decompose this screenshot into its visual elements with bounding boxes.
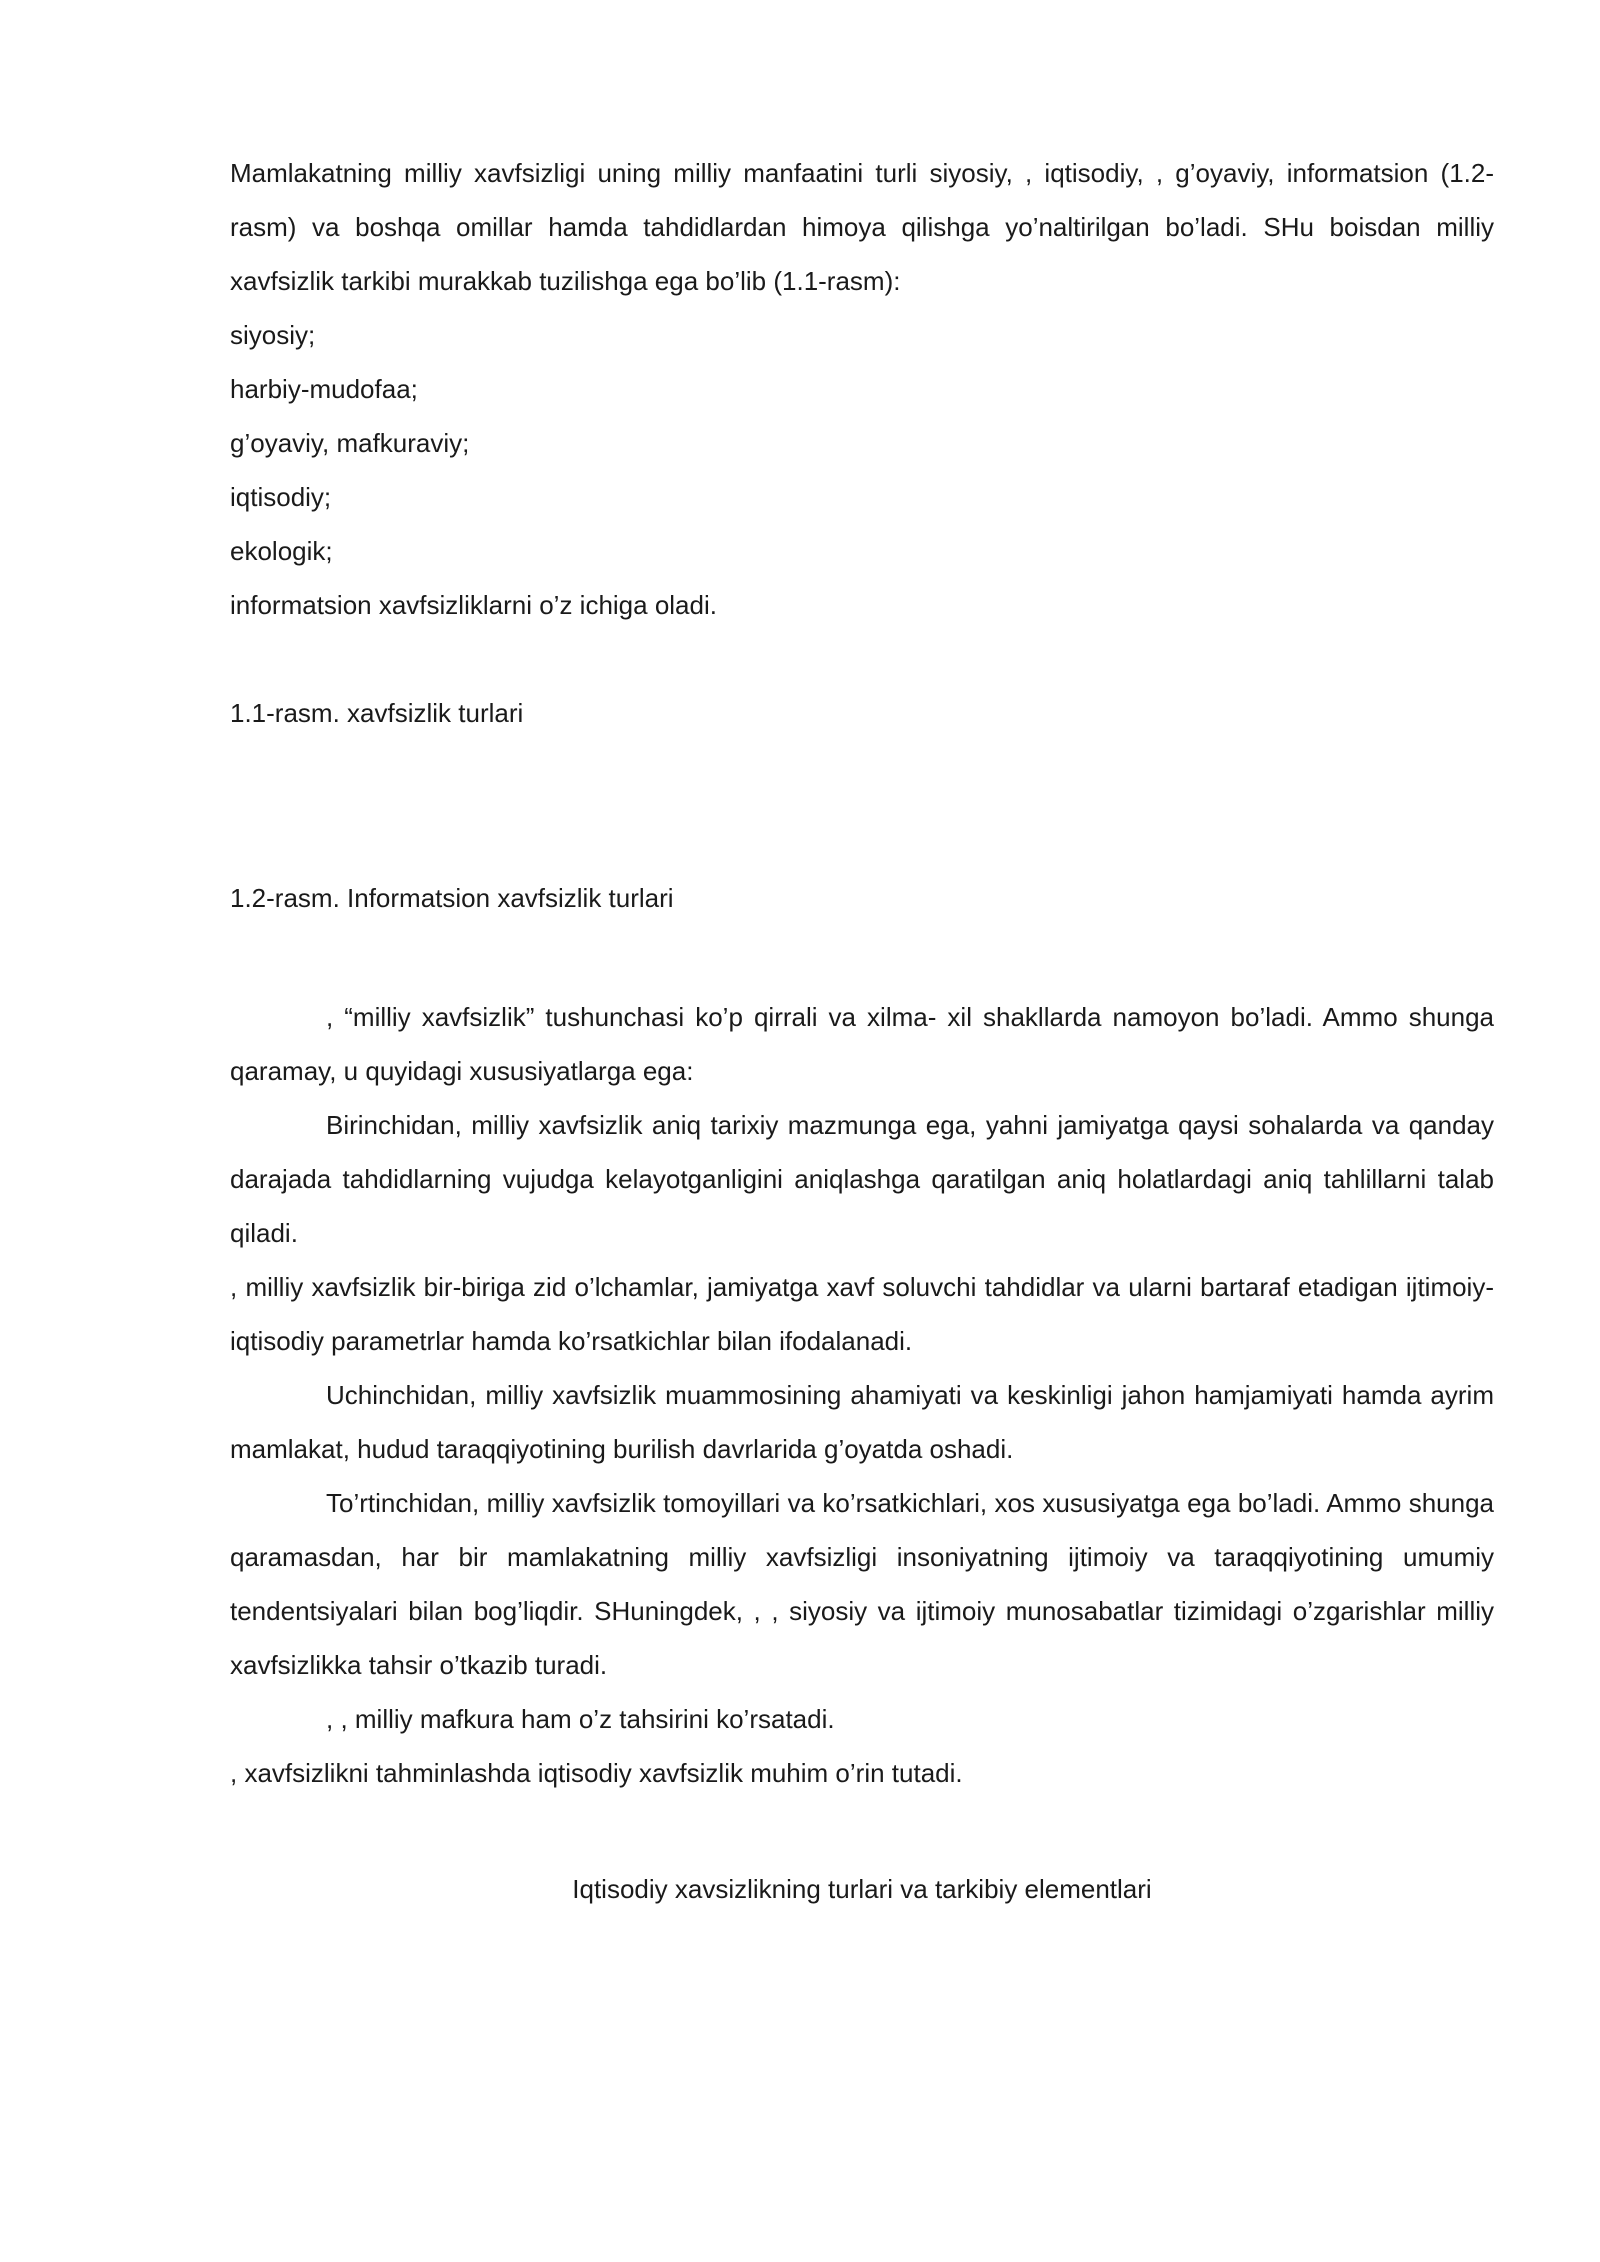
- figure-caption-2: 1.2-rasm. Informatsion xavfsizlik turlari: [230, 883, 674, 913]
- list-item: harbiy-mudofaa;: [230, 374, 418, 404]
- list-item: informatsion xavfsizliklarni o’z ichiga oladi.: [230, 590, 717, 620]
- section-heading: Iqtisodiy xavsizlikning turlari va tarkibiy elementlari: [572, 1874, 1152, 1904]
- figure-caption-1: 1.1-rasm. xavfsizlik turlari: [230, 698, 524, 728]
- paragraph: , , milliy mafkura ham o’z tahsirini ko’rsatadi.: [326, 1704, 835, 1734]
- paragraph: , milliy xavfsizlik bir-biriga zid o’lchamlar, jamiyatga xavf soluvchi tahdidlar va ularni bartaraf etadigan ijtimoiy-iqtisodiy parametrlar hamda ko’rsatkichlar bilan ifodalanadi.: [230, 1272, 1494, 1356]
- paragraph: , “milliy xavfsizlik” tushunchasi ko’p qirrali va xilma- xil shakllarda namoyon bo’ladi. Ammo shunga qaramay, u quyidagi xususiyatlarga ega:: [230, 1002, 1494, 1086]
- list-item: iqtisodiy;: [230, 482, 332, 512]
- intro-paragraph: Mamlakatning milliy xavfsizligi uning milliy manfaatini turli siyosiy, , iqtisodiy, , g’oyaviy, informatsion (1.2-rasm) va boshqa omillar hamda tahdidlardan himoya qilishga yo’naltirilgan bo’ladi. SHu boisdan milliy xavfsizlik tarkibi murakkab tuzilishga ega bo’lib (1.1-rasm):: [230, 158, 1494, 296]
- paragraph: Birinchidan, milliy xavfsizlik aniq tarixiy mazmunga ega, yahni jamiyatga qaysi sohalarda va qanday darajada tahdidlarning vujudga kelayotganligini aniqlashga qaratilgan aniq holatlardagi aniq tahlillarni talab qiladi.: [230, 1110, 1494, 1248]
- list-item: siyosiy;: [230, 320, 316, 350]
- list-item: g’oyaviy, mafkuraviy;: [230, 428, 470, 458]
- list-item: ekologik;: [230, 536, 333, 566]
- document-page: [230, 146, 1494, 1916]
- paragraph: , xavfsizlikni tahminlashda iqtisodiy xavfsizlik muhim o’rin tutadi.: [230, 1758, 963, 1788]
- paragraph: Uchinchidan, milliy xavfsizlik muammosining ahamiyati va keskinligi jahon hamjamiyati hamda ayrim mamlakat, hudud taraqqiyotining burilish davrlarida g’oyatda oshadi.: [230, 1380, 1494, 1464]
- paragraph: To’rtinchidan, milliy xavfsizlik tomoyillari va ko’rsatkichlari, xos xususiyatga ega bo’ladi. Ammo shunga qaramasdan, har bir mamlakatning milliy xavfsizligi insoniyatning ijtimoiy va taraqqiyotining umumiy tendentsiyalari bilan bog’liqdir. SHuningdek, , , siyosiy va ijtimoiy munosabatlar tizimidagi o’zgarishlar milliy xavfsizlikka tahsir o’tkazib turadi.: [230, 1488, 1494, 1680]
